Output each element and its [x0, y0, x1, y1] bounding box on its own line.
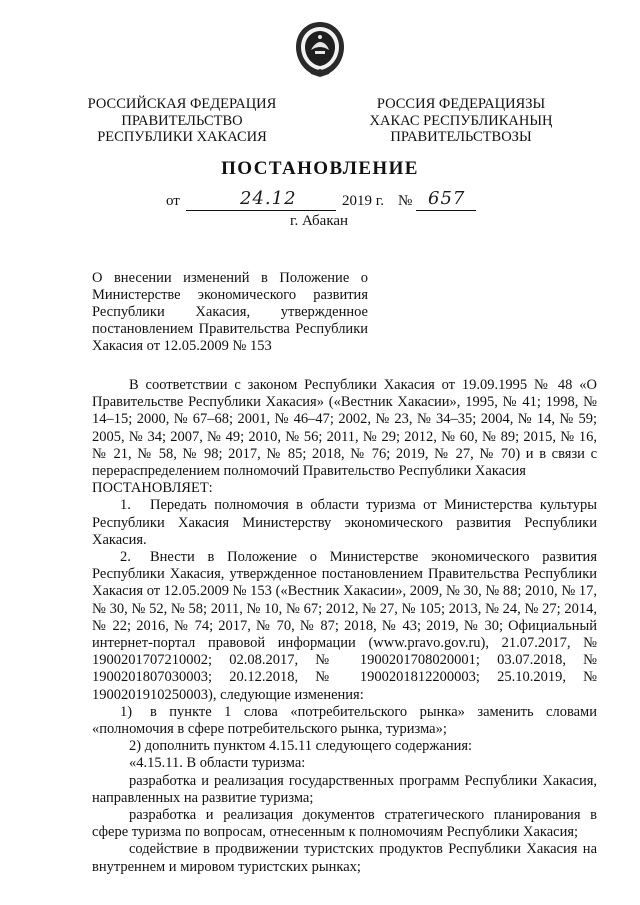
- header-right-line-2: ХАКАС РЕСПУБЛИКАНЫҢ: [369, 112, 553, 129]
- subject-line: Хакасия от 12.05.2009 № 153: [92, 338, 272, 354]
- item-text: Передать полномочия в области туризма от Министерства культуры Республики Хакасия Министерству экономического развития Республики Хакасия.: [92, 497, 597, 548]
- resolves-heading: ПОСТАНОВЛЯЕТ:: [92, 480, 213, 497]
- year-label: 2019 г.: [342, 193, 384, 209]
- document-title: ПОСТАНОВЛЕНИЕ: [221, 158, 419, 179]
- subitem-1-paragraph: [92, 704, 597, 738]
- header-right-line-3: ПРАВИТЕЛЬСТВОЗЫ: [390, 129, 532, 145]
- clause-paragraph: содействие в продвижении туристских продуктов Республики Хакасия на внутреннем и мировом туристских рынках;: [92, 841, 597, 875]
- subject-line: Республики Хакасия, утвержденное: [92, 304, 368, 320]
- item-number: 1.: [120, 497, 131, 514]
- item-number: 2.: [120, 549, 131, 566]
- subject-line: Министерстве экономического развития: [92, 287, 368, 303]
- subject-line: постановлением Правительства Республики: [92, 321, 368, 337]
- date-handwritten: 24.12: [240, 188, 297, 209]
- subitem-2-paragraph: 2) дополнить пунктом 4.15.11 следующего содержания:: [129, 738, 473, 755]
- number-sign: №: [398, 193, 413, 209]
- header-left-line-1: РОССИЙСКАЯ ФЕДЕРАЦИЯ: [87, 96, 277, 112]
- item-2-paragraph: [92, 549, 597, 704]
- item-text: Внести в Положение о Министерстве экономического развития Республики Хакасия, утвержденное постановлением Правительства Республики Хакасия от 12.05.2009 № 153 («Вестник Хакасии», 2009, № 30, № 88; 2010, № 17, № 30, № 52, № 58; 2011, № 10, № 67; 2012, № 27, № 105; 2013, № 24, № 27; 2014, № 22; 2016, № 74; 2017, № 70, № 87; 2018, № 43; 2019, № 30; Официальный интернет-портал правовой информации (www.pravo.gov.ru), 21.07.2017, № 1900201707210002; 02.08.2017, № 1900201708020001; 03.07.2018, № 1900201807030003; 20.12.2018, № 1900201812200003; 25.10.2019, № 1900201910250003), следующие изменения:: [92, 549, 597, 703]
- item-1-paragraph: [92, 497, 597, 549]
- date-prefix: от: [166, 193, 180, 209]
- preamble-paragraph: В соответствии с законом Республики Хакасия от 19.09.1995 № 48 «О Правительстве Республики Хакасия» («Вестник Хакасии», 1995, № 41; 1998, № 14–15; 2000, № 67–68; 2001, № 46–47; 2002, № 23, № 34–35; 2004, № 14, № 59; 2005, № 34; 2007, № 49; 2010, № 56; 2011, № 29; 2012, № 60, № 89; 2015, № 16, № 21, № 58, № 98; 2017, № 85; 2018, № 76; 2019, № 27, № 70) и в связи с перераспределением полномочий Правительство Республики Хакасия: [92, 377, 597, 480]
- clause-paragraph: разработка и реализация государственных программ Республики Хакасия, направленных на развитие туризма;: [92, 772, 597, 806]
- header-russian: [84, 96, 280, 146]
- new-clause-heading: «4.15.11. В области туризма:: [129, 755, 306, 772]
- number-handwritten: 657: [428, 188, 466, 209]
- number-underline: [416, 210, 476, 211]
- subject-line: О внесении изменений в Положение о: [92, 270, 368, 286]
- header-left-line-3: РЕСПУБЛИКИ ХАКАСИЯ: [97, 129, 267, 145]
- clause-paragraph: разработка и реализация документов стратегического планирования в сфере туризма по вопросам, отнесенным к полномочиям Республики Хакасия;: [92, 807, 597, 841]
- document-body: [92, 377, 597, 876]
- item-text: в пункте 1 слова «потребительского рынка» заменить словами «полномочия в сфере потребительского рынка, туризма»;: [92, 703, 597, 738]
- subject-block: [92, 270, 368, 355]
- coat-of-arms-icon: [293, 20, 347, 78]
- date-underline: [186, 210, 336, 211]
- header-left-line-2: ПРАВИТЕЛЬСТВО: [121, 112, 243, 129]
- header-right-line-1: РОССИЯ ФЕДЕРАЦИЯЗЫ: [376, 96, 546, 112]
- city: г. Абакан: [290, 213, 349, 229]
- date-number-line: [0, 188, 640, 215]
- header-khakas: [356, 96, 566, 146]
- item-number: 1): [120, 703, 133, 720]
